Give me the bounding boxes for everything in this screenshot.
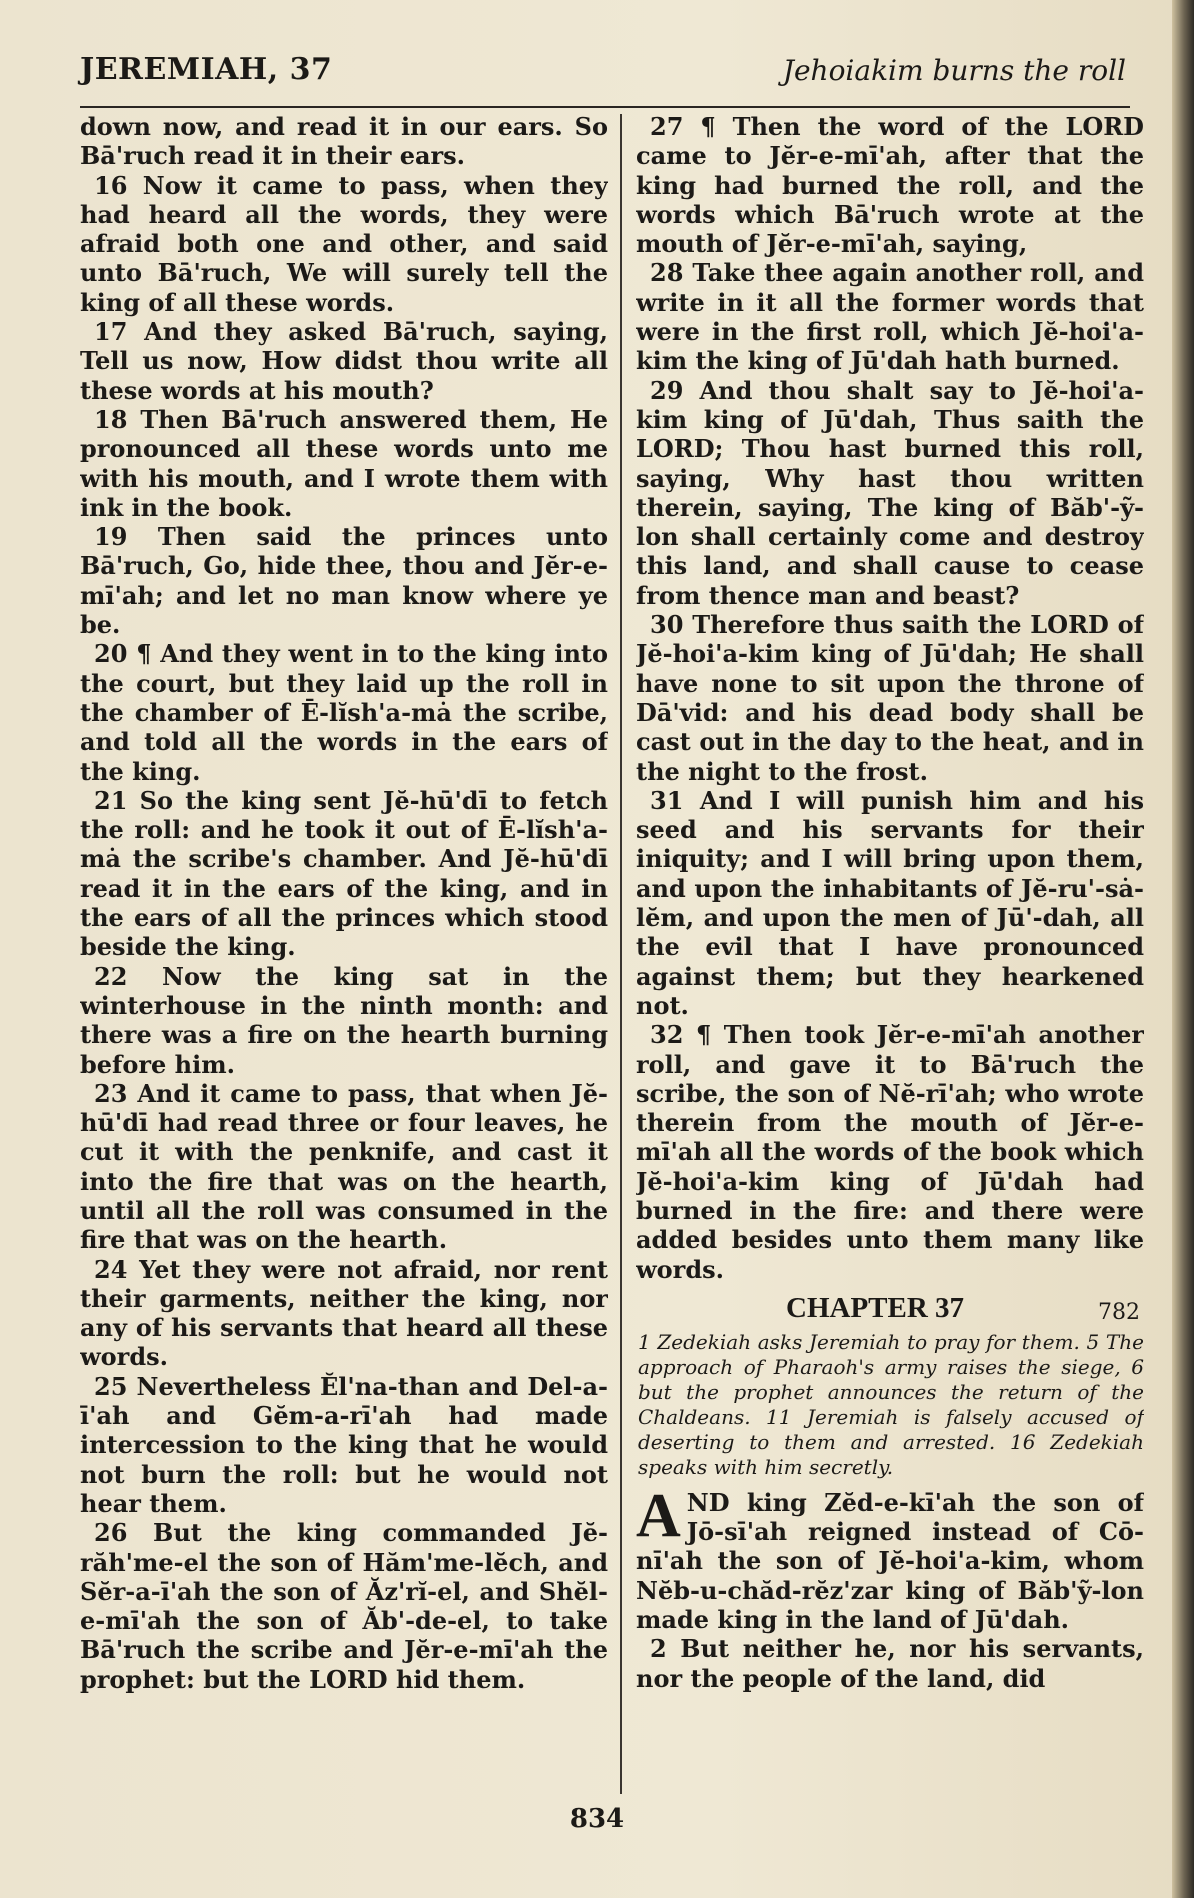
- verse: 26 But the king commanded Jĕ-răh'me-el the son of Hăm'me-lĕch, and Sĕr-a-ī'ah the son of Ăz'rĭ-el, and Shĕl-e-mī'ah the son of Ăb'-de-el, to take Bā'ruch the scribe and Jĕr-e-mī'ah the prophet: but the LORD hid them.: [80, 1518, 608, 1694]
- running-title: JEREMIAH, 37: [80, 52, 333, 87]
- right-column-verses: [636, 112, 1144, 1284]
- chapter-verse-2: 2 But neither he, nor his servants, nor the people of the land, did: [636, 1634, 1144, 1693]
- verse: 31 And I will punish him and his seed and his servants for their iniquity; and I will bring upon them, and upon the inhabitants of Jĕ-ru'-sȧ-lĕm, and upon the men of Jū'-dah, all the evil that I have pronounced against them; but they hearkened not.: [636, 785, 1144, 1020]
- running-topic: Jehoiakim burns the roll: [782, 54, 1126, 87]
- verse: 19 Then said the princes unto Bā'ruch, Go, hide thee, thou and Jĕr-e-mī'ah; and let no man know where ye be.: [80, 522, 608, 640]
- page-number: 834: [569, 1804, 625, 1834]
- chapter-reference-number: 782: [1098, 1299, 1140, 1325]
- verse: 25 Nevertheless Ĕl'na-than and Del-a-ī'ah and Gĕm-a-rī'ah had made intercession to the king that he would not burn the roll: but he would not hear them.: [80, 1371, 608, 1518]
- page-edge: [1172, 0, 1194, 1898]
- chapter-verse-1: [636, 1481, 1144, 1635]
- chapter-summary: 1 Zedekiah asks Jeremiah to pray for them. 5 The approach of Pharaoh's army raises the siege, 6 but the prophet announces the return of the Chaldeans. 11 Jeremiah is falsely accused of deserting to them and arrested. 16 Zedekiah speaks with him secretly.: [638, 1329, 1144, 1479]
- left-column: [80, 112, 608, 1798]
- column-divider: [620, 114, 622, 1794]
- chapter-title: CHAPTER 37: [786, 1291, 965, 1324]
- verse: 28 Take thee again another roll, and write in it all the former words that were in the first roll, which Jĕ-hoi'a-kim the king of Jū'dah hath burned.: [636, 258, 1144, 376]
- verse: 29 And thou shalt say to Jĕ-hoi'a-kim king of Jū'dah, Thus saith the LORD; Thou hast burned this roll, saying, Why hast thou written therein, saying, The king of Băb'-ỹ-lon shall certainly come and destroy this land, and shall cause to cease from thence man and beast?: [636, 375, 1144, 610]
- verse-1-text: ND king Zĕd-e-kī'ah the son of Jō-sī'ah reigned instead of Cō-nī'ah the son of Jĕ-hoi'a-kim, whom Nĕb-u-chăd-rĕz'zar king of Băb'ỹ-lon made king in the land of Jū'dah.: [636, 1487, 1144, 1635]
- verse: 22 Now the king sat in the winterhouse in the ninth month: and there was a fire on the hearth burning before him.: [80, 961, 608, 1079]
- right-column: [636, 112, 1144, 1798]
- verse: 30 Therefore thus saith the LORD of Jĕ-hoi'a-kim king of Jū'dah; He shall have none to sit upon the throne of Dā'vid: and his dead body shall be cast out in the day to the heat, and in the night to the frost.: [636, 610, 1144, 786]
- verse: 16 Now it came to pass, when they had heard all the words, they were afraid both one and other, and said unto Bā'ruch, We will surely tell the king of all these words.: [80, 170, 608, 317]
- chapter-heading: [636, 1291, 1144, 1328]
- verse: 32 ¶ Then took Jĕr-e-mī'ah another roll, and gave it to Bā'ruch the scribe, the son of Nĕ-rī'ah; who wrote therein from the mouth of Jĕr-e-mī'ah all the words of the book which Jĕ-hoi'a-kim king of Jū'dah had burned in the fire: and there were added besides unto them many like words.: [636, 1020, 1144, 1284]
- verse: down now, and read it in our ears. So Bā'ruch read it in their ears.: [80, 112, 608, 171]
- verse: 17 And they asked Bā'ruch, saying, Tell us now, How didst thou write all these words at his mouth?: [80, 317, 608, 405]
- verse: 21 So the king sent Jĕ-hū'dī to fetch the roll: and he took it out of Ē-lĭsh'a-mȧ the scribe's chamber. And Jĕ-hū'dī read it in the ears of the king, and in the ears of all the princes which stood beside the king.: [80, 785, 608, 962]
- header-rule: [80, 106, 1130, 108]
- verse: 24 Yet they were not afraid, nor rent their garments, neither the king, nor any of his servants that heard all these words.: [80, 1254, 608, 1372]
- verse: 18 Then Bā'ruch answered them, He pronounced all these words unto me with his mouth, and I wrote them with ink in the book.: [80, 404, 608, 522]
- verse: 27 ¶ Then the word of the LORD came to Jĕr-e-mī'ah, after that the king had burned the roll, and the words which Bā'ruch wrote at the mouth of Jĕr-e-mī'ah, saying,: [636, 112, 1144, 259]
- page-header: [80, 52, 1134, 102]
- drop-cap: A: [636, 1481, 681, 1550]
- verse: 23 And it came to pass, that when Jĕ-hū'dī had read three or four leaves, he cut it with the penknife, and cast it into the fire that was on the hearth, until all the roll was consumed in the fire that was on the hearth.: [80, 1078, 608, 1255]
- verse: 20 ¶ And they went in to the king into the court, but they laid up the roll in the chamber of Ē-lĭsh'a-mȧ the scribe, and told all the words in the ears of the king.: [80, 639, 608, 786]
